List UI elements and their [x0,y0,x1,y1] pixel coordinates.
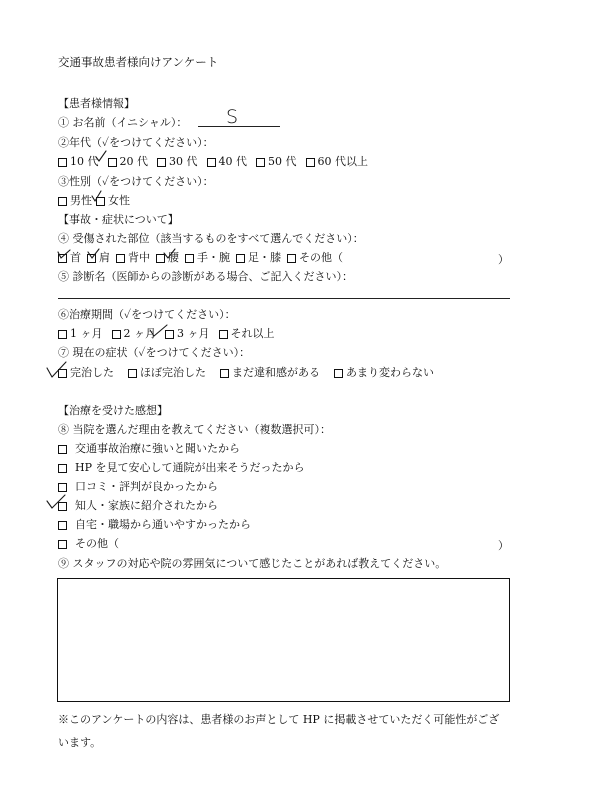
staff-comment-box[interactable] [57,578,510,702]
reason-option-other[interactable]: その他（ [58,537,119,551]
diagnosis-label: ⑤ 診断名（医師からの診断がある場合、ご記入ください）： [58,270,353,283]
checkbox[interactable] [306,158,315,167]
checkbox[interactable] [58,158,67,167]
symptoms-options [58,366,443,380]
checkbox[interactable] [58,502,67,511]
checkbox[interactable] [58,254,67,263]
reason-label: ⑧ 当院を選んだ理由を教えてください（複数選択可）： [58,423,331,436]
checkbox[interactable] [287,254,296,263]
checkbox[interactable] [96,197,105,206]
age-option[interactable]: 10 代 [58,155,99,169]
checkbox[interactable] [58,445,67,454]
injury-option[interactable]: 手・腕 [185,251,230,265]
checkbox[interactable] [58,521,67,530]
reason-option[interactable]: HP を見て安心して通院が出来そうだったから [58,461,305,475]
checkbox[interactable] [58,330,67,339]
injury-option[interactable]: 首 [58,251,81,265]
checkbox[interactable] [116,254,125,263]
checkbox[interactable] [58,197,67,206]
name-label: ① お名前（イニシャル）： [58,116,188,129]
checkbox[interactable] [185,254,194,263]
checkbox[interactable] [220,369,229,378]
checkbox[interactable] [128,369,137,378]
age-label: ②年代（✓をつけてください）： [58,136,214,149]
age-option[interactable]: 60 代以上 [306,155,369,169]
checkbox[interactable] [58,483,67,492]
gender-options [58,194,139,208]
staff-label: ⑨ スタッフの対応や院の雰囲気について感じたことがあれば教えてください。 [58,557,447,570]
period-label: ⑥治療期間（✓をつけてください）： [58,308,236,321]
checkbox[interactable] [219,330,228,339]
name-underline [198,126,280,127]
reason-option[interactable]: 交通事故治療に強いと聞いたから [58,442,240,456]
checkbox[interactable] [108,158,117,167]
injury-option[interactable]: 腰 [156,251,179,265]
reason-option[interactable]: 口コミ・評判が良かったから [58,480,218,494]
checkbox[interactable] [157,158,166,167]
injury-option[interactable]: 肩 [87,251,110,265]
symptom-option[interactable]: ほぼ完治した [128,366,206,380]
diagnosis-answer-line[interactable] [58,298,510,299]
gender-option[interactable]: 女性 [96,194,130,208]
checkbox[interactable] [58,369,67,378]
gender-option[interactable]: 男性 [58,194,92,208]
name-value-handwritten[interactable]: S [226,106,239,128]
checkbox[interactable] [112,330,121,339]
injury-options [58,251,352,265]
age-option[interactable]: 30 代 [157,155,198,169]
injury-label: ④ 受傷された部位（該当するものをすべて選んでください）： [58,232,364,245]
section-heading-patient: 【患者様情報】 [58,97,135,110]
age-option[interactable]: 50 代 [256,155,297,169]
injury-option[interactable]: 背中 [116,251,150,265]
reason-other-close-paren: ） [498,539,509,552]
age-option[interactable]: 40 代 [207,155,248,169]
gender-label: ③性別（✓をつけてください）： [58,175,214,188]
reason-option[interactable]: 知人・家族に紹介されたから [58,499,218,513]
checkbox[interactable] [256,158,265,167]
period-option[interactable]: 2 ヶ月 [112,327,157,341]
checkbox[interactable] [156,254,165,263]
symptom-option[interactable]: あまり変わらない [334,366,434,380]
injury-other-close-paren: ） [498,253,509,266]
checkbox[interactable] [207,158,216,167]
reason-option[interactable]: 自宅・職場から通いやすかったから [58,518,251,532]
footer-note-line2: います。 [58,736,102,749]
age-options [58,155,377,169]
document-title: 交通事故患者様向けアンケート [58,55,219,69]
section-heading-accident: 【事故・症状について】 [58,213,179,226]
checkbox[interactable] [236,254,245,263]
footer-note-line1: ※このアンケートの内容は、患者様のお声として HP に掲載させていただく可能性がござ [58,713,500,726]
period-options [58,327,284,341]
checkbox[interactable] [58,464,67,473]
symptom-option[interactable]: 完治した [58,366,114,380]
injury-option[interactable]: 足・膝 [236,251,281,265]
injury-option-other[interactable]: その他（ [287,251,343,265]
checkbox[interactable] [87,254,96,263]
symptoms-label: ⑦ 現在の症状（✓をつけてください）： [58,346,251,359]
checkbox[interactable] [58,540,67,549]
period-option[interactable]: それ以上 [219,327,275,341]
age-option[interactable]: 20 代 [108,155,149,169]
symptom-option[interactable]: まだ違和感がある [220,366,320,380]
checkbox[interactable] [165,330,174,339]
period-option[interactable]: 3 ヶ月 [165,327,210,341]
section-heading-impressions: 【治療を受けた感想】 [58,404,168,417]
period-option[interactable]: 1 ヶ月 [58,327,103,341]
checkbox[interactable] [334,369,343,378]
